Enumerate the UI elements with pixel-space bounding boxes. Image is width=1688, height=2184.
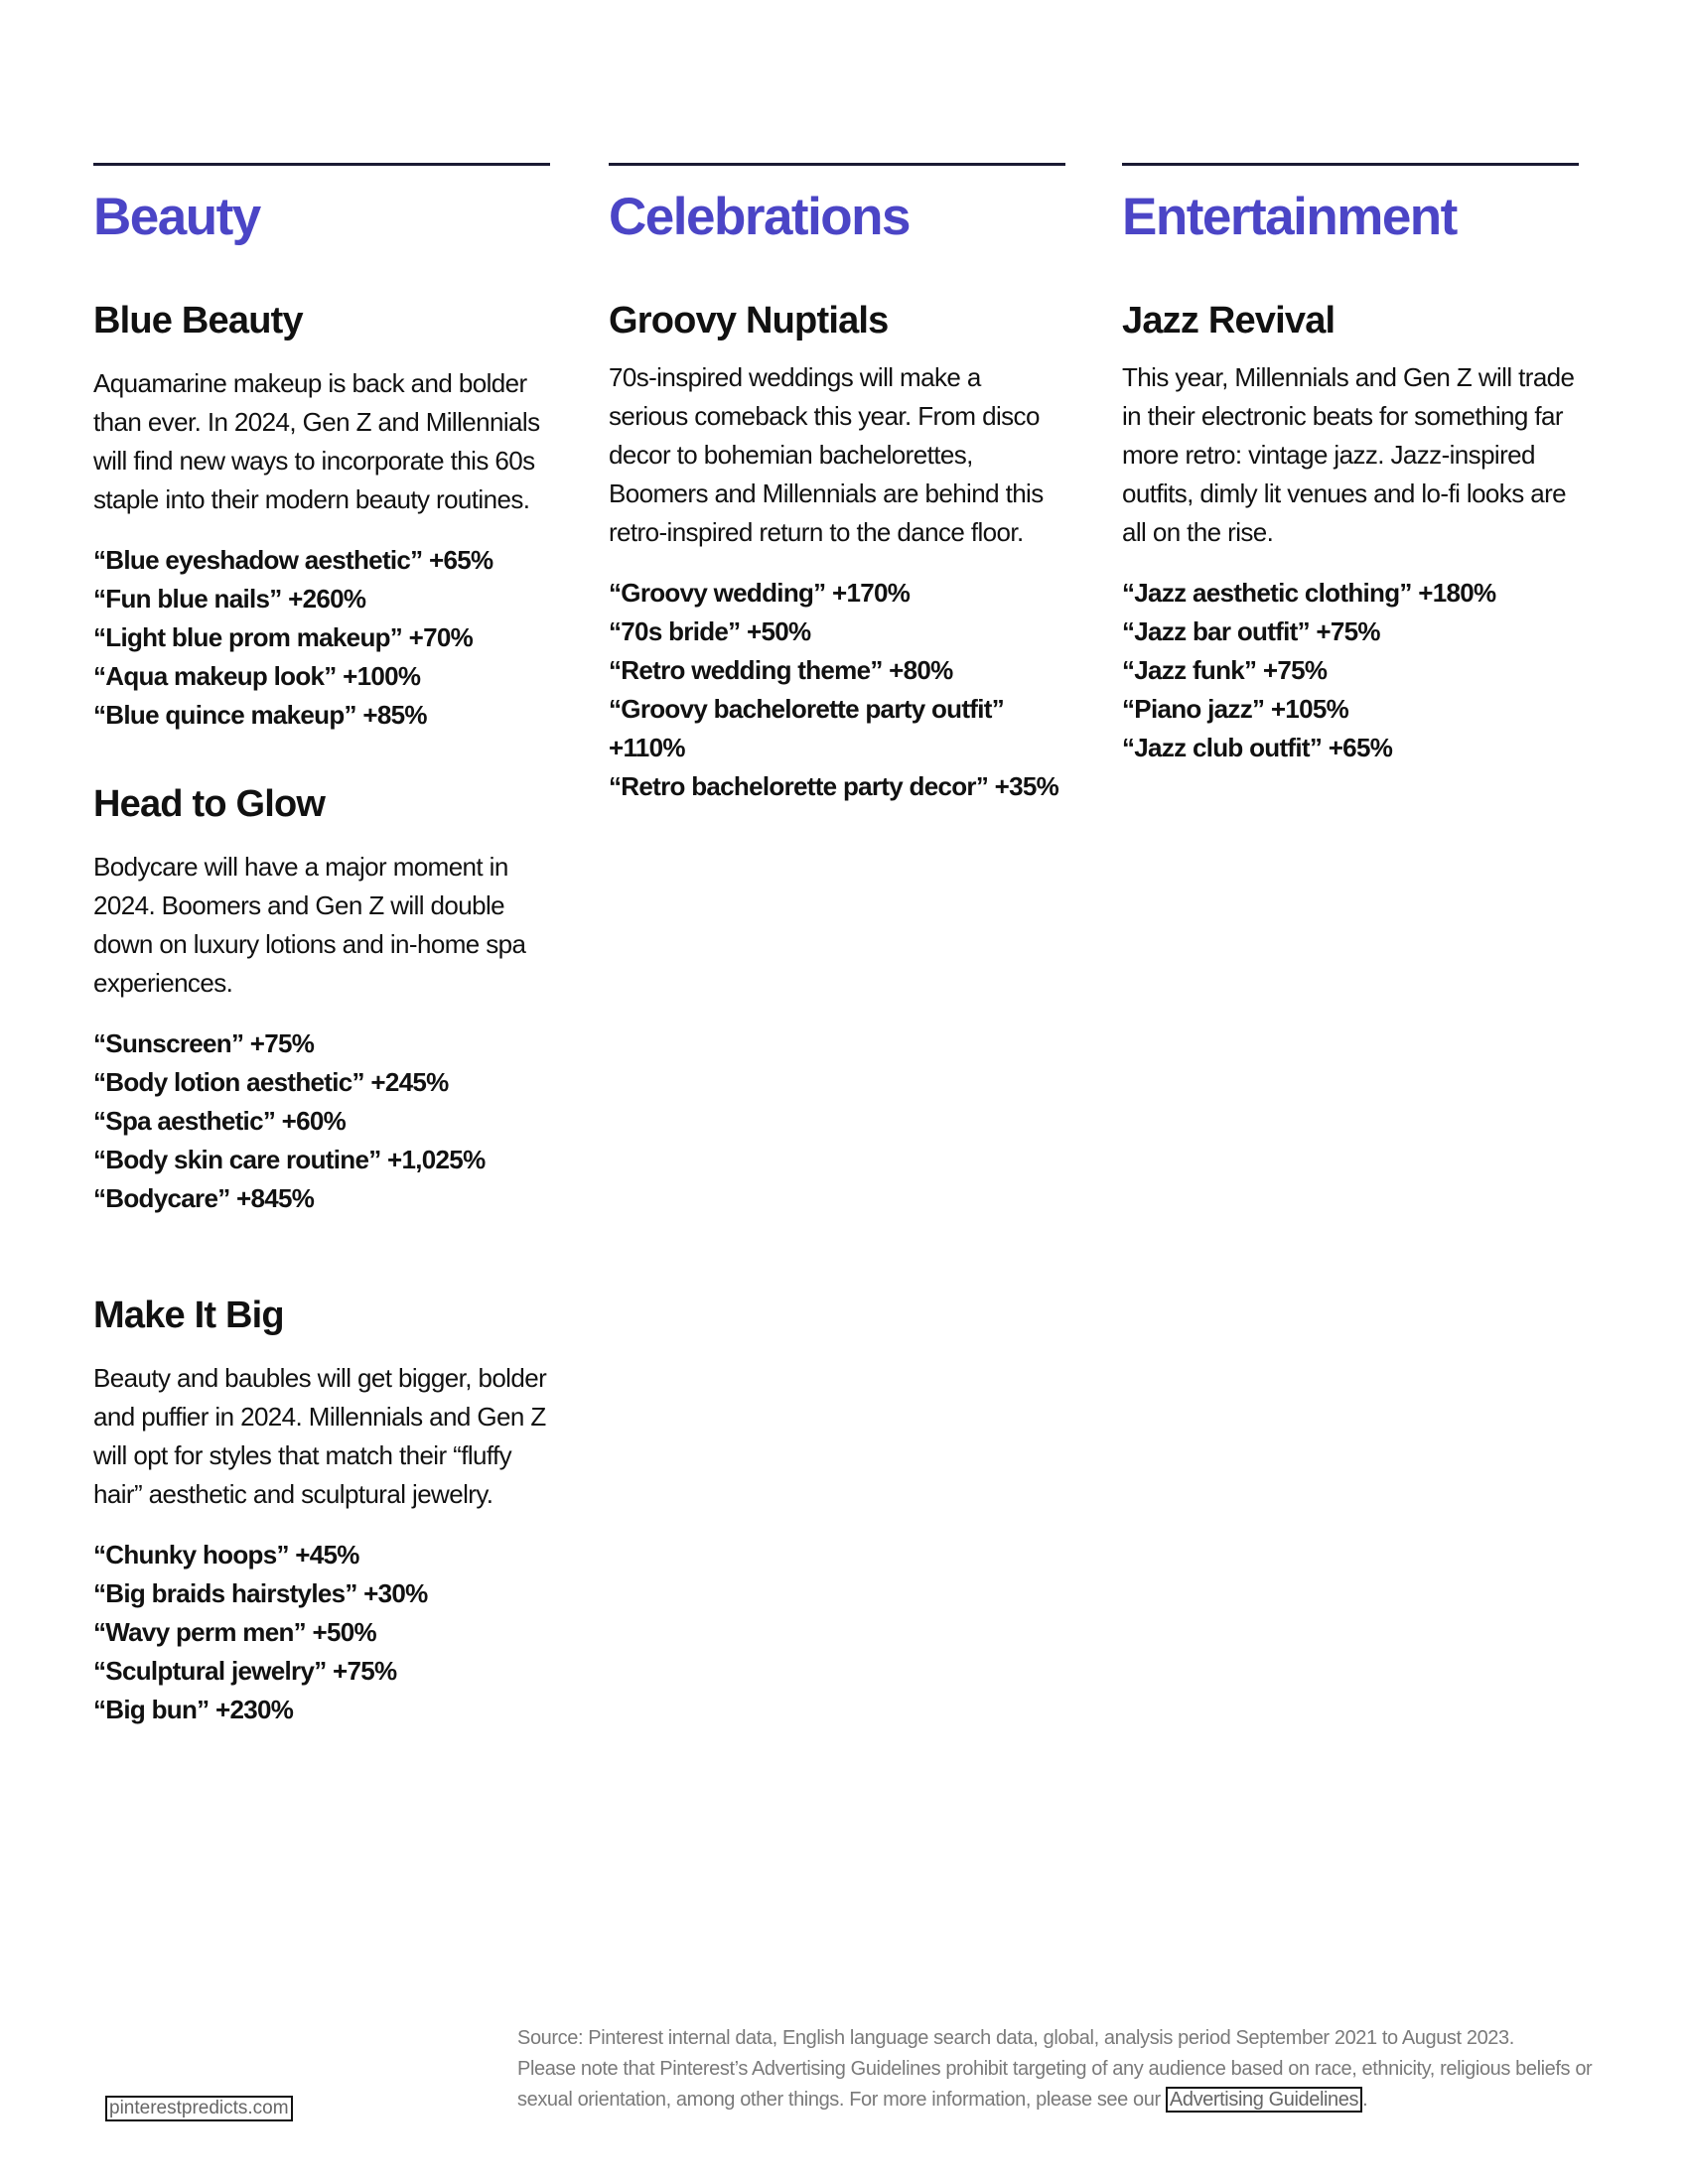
trend-section xyxy=(93,782,550,1218)
divider xyxy=(1122,163,1579,166)
trend-stats-list xyxy=(93,541,550,735)
trend-stat: “Sunscreen” +75% xyxy=(93,1028,315,1058)
trend-stat: “Jazz bar outfit” +75% xyxy=(1122,616,1380,646)
divider xyxy=(93,163,550,166)
trend-stat: “Groovy bachelorette party outfit” +110% xyxy=(609,694,1005,762)
trend-stat: “Chunky hoops” +45% xyxy=(93,1540,359,1570)
trend-stat: “Aqua makeup look” +100% xyxy=(93,661,421,691)
trend-description: This year, Millennials and Gen Z will trade in their electronic beats for something far more retro: vintage jazz. Jazz-inspired outfits, dimly lit venues and lo-fi looks are all on the rise. xyxy=(1122,362,1575,547)
trend-stat: “Retro wedding theme” +80% xyxy=(609,655,953,685)
trend-stat: “Bodycare” +845% xyxy=(93,1183,315,1213)
trend-stat: “Jazz aesthetic clothing” +180% xyxy=(1122,578,1496,608)
trend-stat: “Big braids hairstyles” +30% xyxy=(93,1578,428,1608)
category-heading: Celebrations xyxy=(609,188,911,246)
source-line: Source: Pinterest internal data, English language search data, global, analysis period September 2021 to August 2023. xyxy=(517,2027,1514,2049)
trend-section xyxy=(609,299,1065,806)
trend-stat: “Groovy wedding” +170% xyxy=(609,578,911,608)
trend-stat: “70s bride” +50% xyxy=(609,616,811,646)
trend-stats-list xyxy=(1122,574,1579,767)
trend-stat: “Retro bachelorette party decor” +35% xyxy=(609,771,1059,801)
disclaimer-end: . xyxy=(1362,2089,1368,2111)
trend-stat: “Wavy perm men” +50% xyxy=(93,1617,376,1647)
trend-section xyxy=(93,1294,550,1729)
trend-description: Bodycare will have a major moment in 2024. Boomers and Gen Z will double down on luxury lotions and in-home spa experiences. xyxy=(93,852,526,998)
column-beauty xyxy=(93,163,550,1729)
trend-stat: “Body lotion aesthetic” +245% xyxy=(93,1067,449,1097)
trend-section xyxy=(1122,299,1579,767)
trend-stats-list xyxy=(93,1024,550,1218)
trend-title: Groovy Nuptials xyxy=(609,300,889,341)
advertising-guidelines-link[interactable]: Advertising Guidelines xyxy=(1166,2087,1362,2113)
trend-stat: “Big bun” +230% xyxy=(93,1695,294,1724)
trend-stat: “Fun blue nails” +260% xyxy=(93,584,366,614)
trend-title: Blue Beauty xyxy=(93,300,303,341)
trend-description: 70s-inspired weddings will make a serious comeback this year. From disco decor to bohemian bachelorettes, Boomers and Millennials are behind this retro-inspired return to the dance floor. xyxy=(609,362,1044,547)
trend-stat: “Jazz funk” +75% xyxy=(1122,655,1328,685)
column-celebrations xyxy=(609,163,1065,806)
trend-section xyxy=(93,299,550,735)
trend-stats-list xyxy=(93,1536,550,1729)
column-entertainment xyxy=(1122,163,1579,767)
category-heading: Entertainment xyxy=(1122,188,1457,246)
trend-title: Make It Big xyxy=(93,1295,284,1336)
trend-stat: “Body skin care routine” +1,025% xyxy=(93,1145,486,1174)
disclaimer-text: Please note that Pinterest’s Advertising Guidelines prohibit targeting of any audience based on race, ethnicity, religious beliefs or sexual orientation, among other things. For more information, please see our xyxy=(517,2058,1593,2111)
disclaimer-line xyxy=(517,2054,1619,2116)
source-note xyxy=(517,2023,1619,2116)
trend-stat: “Blue eyeshadow aesthetic” +65% xyxy=(93,545,493,575)
trend-description: Aquamarine makeup is back and bolder than ever. In 2024, Gen Z and Millennials will find new ways to incorporate this 60s staple into their modern beauty routines. xyxy=(93,368,540,514)
trend-stats-list xyxy=(609,574,1065,806)
site-link[interactable]: pinterestpredicts.com xyxy=(105,2096,293,2121)
trend-title: Jazz Revival xyxy=(1122,300,1336,341)
trend-stat: “Light blue prom makeup” +70% xyxy=(93,622,474,652)
trend-stat: “Jazz club outfit” +65% xyxy=(1122,733,1393,762)
trend-title: Head to Glow xyxy=(93,783,326,825)
trend-description: Beauty and baubles will get bigger, bolder and puffier in 2024. Millennials and Gen Z will opt for styles that match their “fluffy hair” aesthetic and sculptural jewelry. xyxy=(93,1363,547,1509)
category-heading: Beauty xyxy=(93,188,260,246)
trend-stat: “Sculptural jewelry” +75% xyxy=(93,1656,397,1686)
trend-stat: “Spa aesthetic” +60% xyxy=(93,1106,347,1136)
trend-stat: “Piano jazz” +105% xyxy=(1122,694,1349,724)
trend-stat: “Blue quince makeup” +85% xyxy=(93,700,427,730)
divider xyxy=(609,163,1065,166)
